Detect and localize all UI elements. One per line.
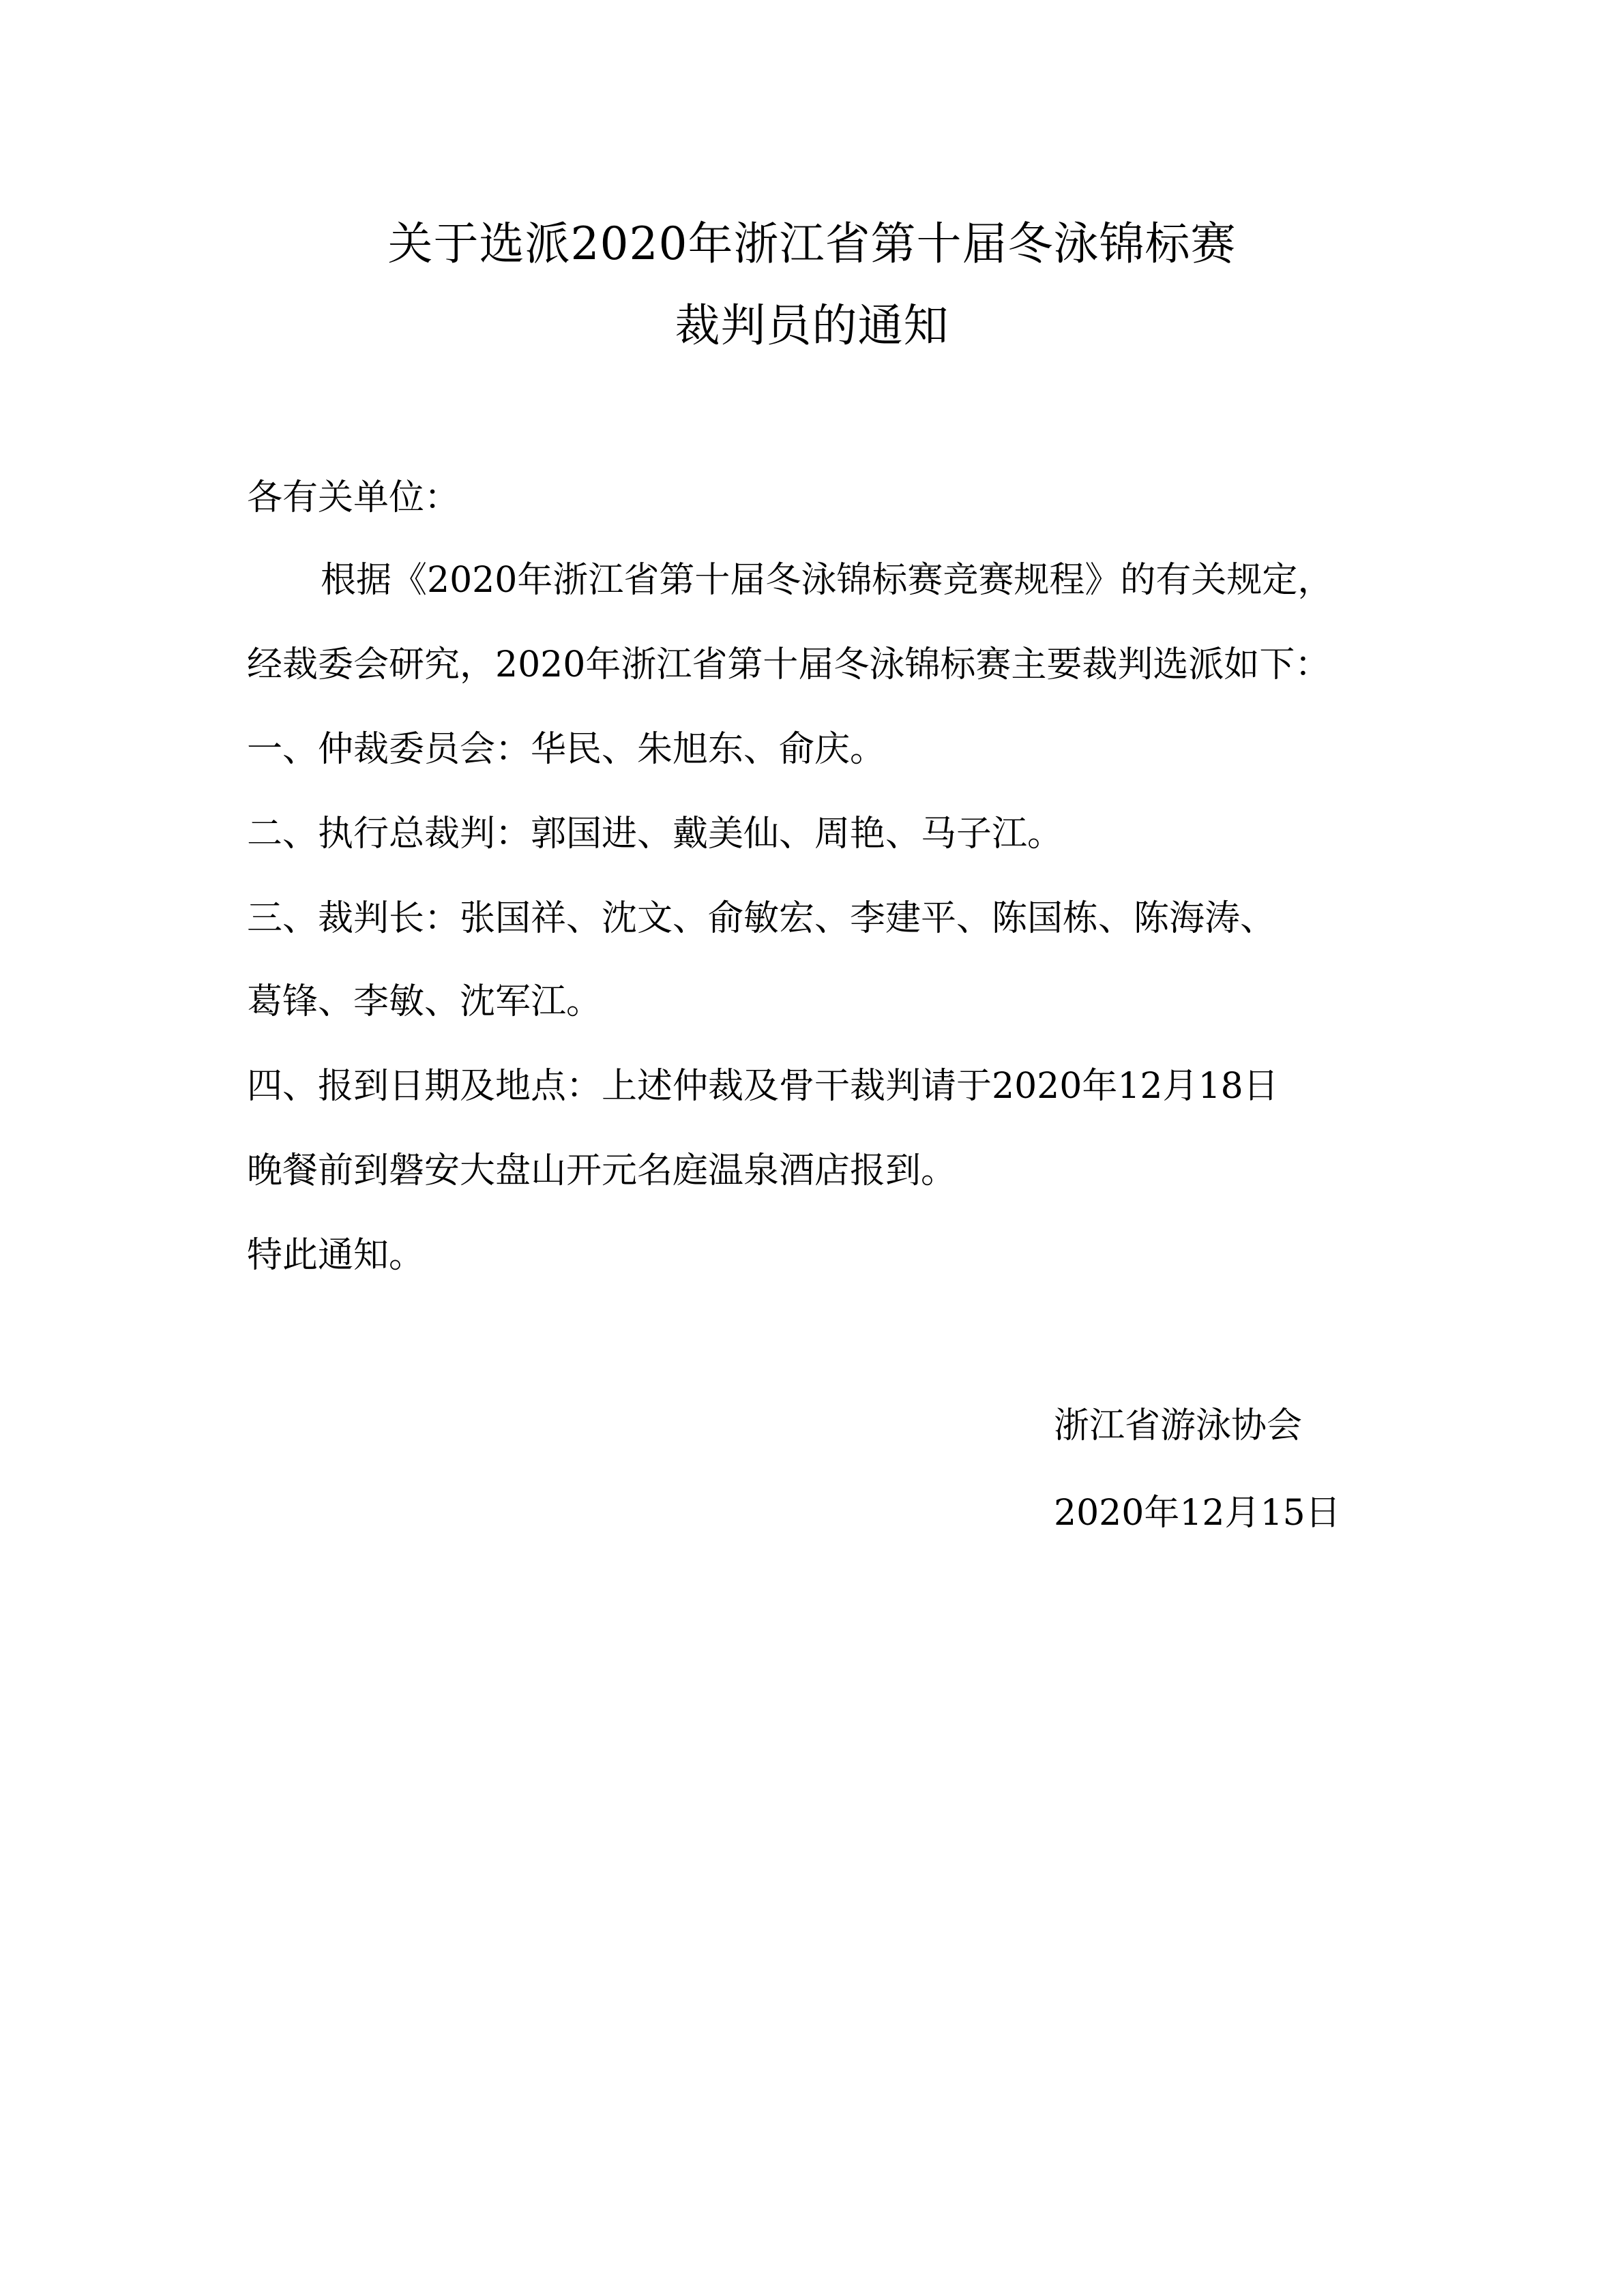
item-registration-line-2: 晚餐前到磐安大盘山开元名庭温泉酒店报到。 [247, 1150, 957, 1191]
item-arbitration-committee: 一、仲裁委员会：华民、朱旭东、俞庆。 [247, 729, 886, 770]
item-chief-referees-line-1: 三、裁判长：张国祥、沈文、俞敏宏、李建平、陈国栋、陈海涛、 [247, 898, 1276, 939]
document-title-line-1: 关于选派2020年浙江省第十届冬泳锦标赛 [387, 218, 1237, 270]
document-title-line-2: 裁判员的通知 [675, 299, 949, 352]
signature-date: 2020年12月15日 [1054, 1493, 1341, 1534]
item-chief-referees-line-2: 葛锋、李敏、沈军江。 [247, 981, 602, 1022]
closing-remark: 特此通知。 [247, 1235, 425, 1276]
paragraph-1-line-1: 根据《2020年浙江省第十届冬泳锦标赛竞赛规程》的有关规定， [321, 560, 1333, 601]
signature-organization: 浙江省游泳协会 [1054, 1405, 1303, 1446]
item-executive-referees: 二、执行总裁判：郭国进、戴美仙、周艳、马子江。 [247, 814, 1063, 854]
item-registration-line-1: 四、报到日期及地点：上述仲裁及骨干裁判请于2020年12月18日 [247, 1066, 1279, 1107]
paragraph-1-line-2: 经裁委会研究，2020年浙江省第十届冬泳锦标赛主要裁判选派如下： [247, 644, 1331, 685]
salutation: 各有关单位： [247, 477, 460, 518]
